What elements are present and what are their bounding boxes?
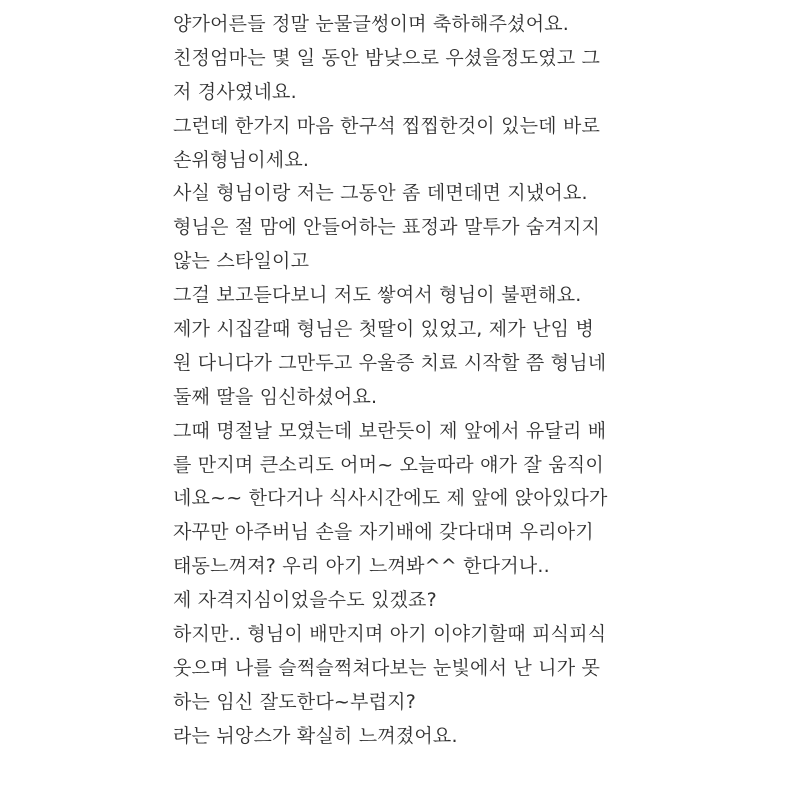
text-line: 네요~~ 한다거나 식사시간에도 제 앞에 앉아있다가 xyxy=(173,487,608,510)
text-line: 양가어른들 정말 눈물글썽이며 축하해주셨어요. xyxy=(173,13,570,35)
text-line: 제 자격지심이었을수도 있겠죠? xyxy=(173,589,437,612)
text-line: 제가 시집갈때 형님은 첫딸이 있었고, 제가 난임 병 xyxy=(173,318,594,341)
text-line: 않는 스타일이고 xyxy=(173,250,310,273)
text-line: 그걸 보고듣다보니 저도 쌓여서 형님이 불편해요. xyxy=(173,284,582,307)
text-line: 태동느껴져? 우리 아기 느껴봐^^ 한다거나.. xyxy=(173,555,550,578)
text-line: 사실 형님이랑 저는 그동안 좀 데면데면 지냈어요. xyxy=(173,182,588,205)
text-line: 친정엄마는 몇 일 동안 밤낮으로 우셨을정도였고 그 xyxy=(173,46,601,69)
text-line: 를 만지며 큰소리도 어머~ 오늘따라 얘가 잘 움직이 xyxy=(173,453,604,476)
text-line: 웃으며 나를 슬쩍슬쩍쳐다보는 눈빛에서 난 니가 못 xyxy=(173,656,601,679)
text-line: 그때 명절날 모였는데 보란듯이 제 앞에서 유달리 배 xyxy=(173,419,607,442)
article-text xyxy=(173,8,793,754)
text-line: 라는 뉘앙스가 확실히 느껴졌어요. xyxy=(173,724,458,747)
text-line: 하지만.. 형님이 배만지며 아기 이야기할때 피식피식 xyxy=(173,623,607,646)
text-line: 하는 임신 잘도한다~부럽지? xyxy=(173,690,416,713)
text-line: 그런데 한가지 마음 한구석 찝찝한것이 있는데 바로 xyxy=(173,114,601,137)
text-line: 손위형님이세요. xyxy=(173,148,310,171)
text-line: 둘째 딸을 임신하셨어요. xyxy=(173,385,378,408)
text-line: 자꾸만 아주버님 손을 자기배에 갖다대며 우리아기 xyxy=(173,521,594,544)
text-line: 저 경사였네요. xyxy=(173,80,297,103)
text-line: 원 다니다가 그만두고 우울증 치료 시작할 쯤 형님네 xyxy=(173,351,607,374)
text-line: 형님은 절 맘에 안들어하는 표정과 말투가 숨겨지지 xyxy=(173,216,601,239)
